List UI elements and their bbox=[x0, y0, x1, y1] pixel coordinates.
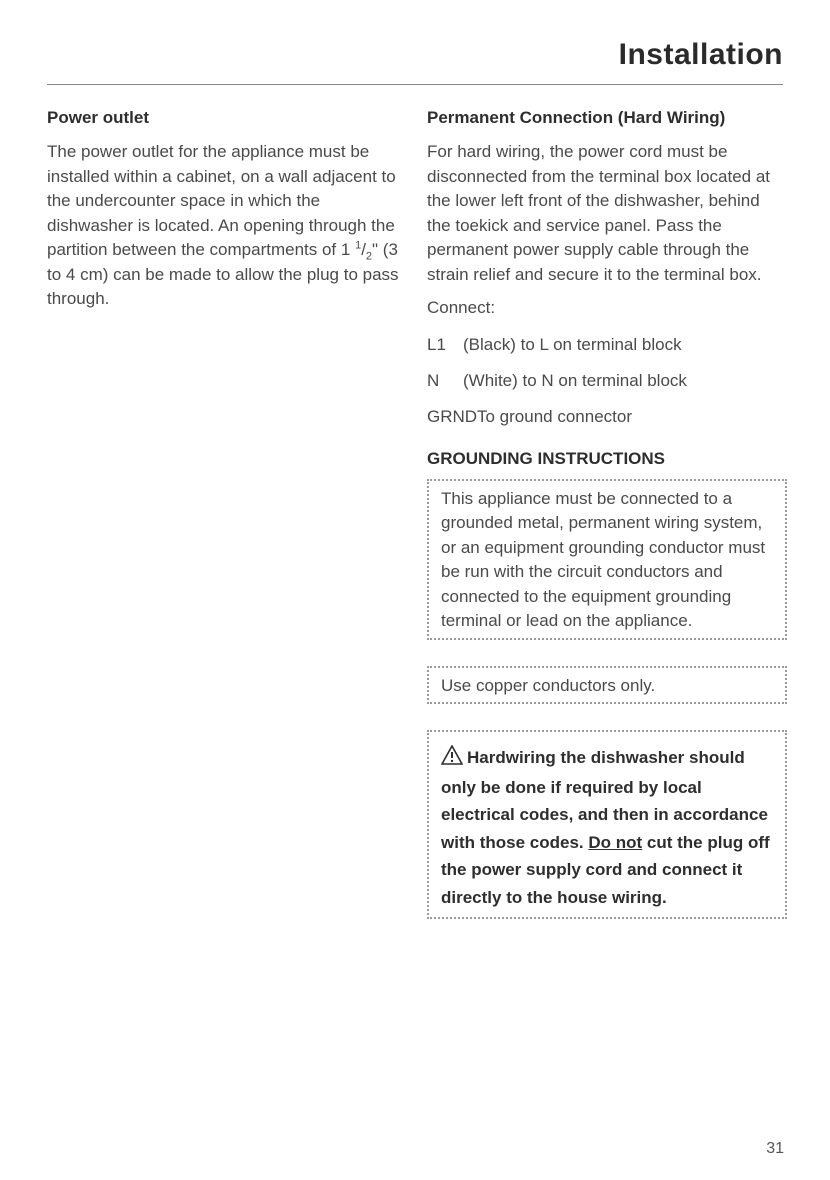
hardwiring-warning-box bbox=[427, 730, 787, 919]
fraction-denominator: 2 bbox=[365, 250, 373, 263]
warning-do-not: Do not bbox=[588, 832, 643, 852]
power-outlet-heading: Power outlet bbox=[47, 108, 150, 127]
power-outlet-text-start: The power outlet for the appliance must be installed within a cabinet, on a wall adjacent to the undercounter space in which the dishwasher is located. An opening through the partition between the compartments of 1 bbox=[47, 142, 396, 259]
warning-triangle-icon bbox=[441, 745, 465, 774]
wiring-row-grnd bbox=[427, 405, 787, 429]
connect-label: Connect: bbox=[427, 298, 496, 317]
wire-instruction: (Black) to L on terminal block bbox=[463, 334, 682, 354]
power-outlet-paragraph bbox=[47, 140, 407, 312]
grounding-box-text: This appliance must be connected to a grounded metal, permanent wiring system, or an equipment grounding conductor must be run with the circuit conductors and connected to the equipment grounding terminal or lead on the appliance. bbox=[441, 488, 766, 630]
wire-instruction: (White) to N on terminal block bbox=[463, 370, 687, 390]
page-number: 31 bbox=[766, 1140, 784, 1157]
page-title: Installation bbox=[618, 38, 783, 71]
power-outlet-text-end: " (3 to 4 cm) can be made to allow the plug to pass through. bbox=[47, 240, 399, 308]
hard-wiring-heading: Permanent Connection (Hard Wiring) bbox=[427, 108, 726, 127]
copper-box-text: Use copper conductors only. bbox=[441, 675, 656, 695]
fraction-separator: / bbox=[361, 240, 366, 259]
wire-code: GRND bbox=[427, 406, 478, 426]
warning-text-end: cut the plug off the power supply cord and connect it directly to the house wiring. bbox=[441, 832, 770, 907]
warning-text-start: Hardwiring the dishwasher should only be done if required by local electrical codes, and then in accordance with those codes. bbox=[441, 748, 768, 852]
left-column bbox=[47, 108, 407, 312]
hard-wiring-paragraph: For hard wiring, the power cord must be disconnected from the terminal box located at the lower left front of the dishwasher, behind the toekick and service panel. Pass the permanent power supply cable through the strain relief and secure it to the terminal box. bbox=[427, 142, 771, 284]
copper-box bbox=[427, 666, 787, 705]
grounding-box bbox=[427, 479, 787, 640]
grounding-heading: GROUNDING INSTRUCTIONS bbox=[427, 448, 665, 468]
wiring-row-n bbox=[427, 369, 787, 393]
title-rule bbox=[47, 84, 783, 85]
wire-instruction: To ground connector bbox=[477, 406, 632, 426]
right-column bbox=[427, 108, 787, 945]
wiring-row-l1 bbox=[427, 333, 787, 357]
fraction-numerator: 1 bbox=[355, 239, 362, 252]
wire-code: N bbox=[427, 370, 440, 390]
wire-code: L1 bbox=[427, 334, 446, 354]
